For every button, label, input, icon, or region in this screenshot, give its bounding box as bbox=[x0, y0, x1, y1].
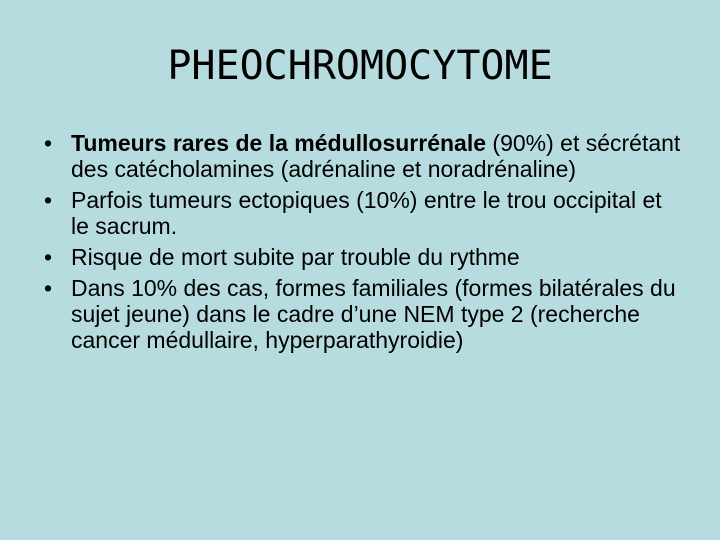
bullet-item bbox=[44, 275, 684, 353]
bullet-lead-text: Tumeurs rares de la médullosurrénale bbox=[71, 130, 487, 156]
bullet-item bbox=[44, 187, 684, 239]
bullet-list bbox=[44, 130, 684, 358]
bullet-item bbox=[44, 244, 684, 270]
bullet-text: (90%) et sécrétant des catécholamines (adrénaline et noradrénaline) bbox=[71, 130, 681, 182]
bullet-icon: • bbox=[44, 275, 53, 301]
bullet-icon: • bbox=[44, 244, 53, 270]
bullet-text: Dans 10% des cas, formes familiales (formes bilatérales du sujet jeune) dans le cadre d’une NEM type 2 (recherche cancer médullaire, hyperparathyroidie) bbox=[71, 275, 676, 353]
slide-title: PHEOCHROMOCYTOME bbox=[167, 43, 553, 89]
bullet-icon: • bbox=[44, 187, 53, 213]
bullet-icon: • bbox=[44, 130, 53, 156]
bullet-text: Risque de mort subite par trouble du rythme bbox=[71, 244, 520, 270]
bullet-item bbox=[44, 130, 684, 182]
bullet-text: Parfois tumeurs ectopiques (10%) entre le trou occipital et le sacrum. bbox=[71, 187, 662, 239]
